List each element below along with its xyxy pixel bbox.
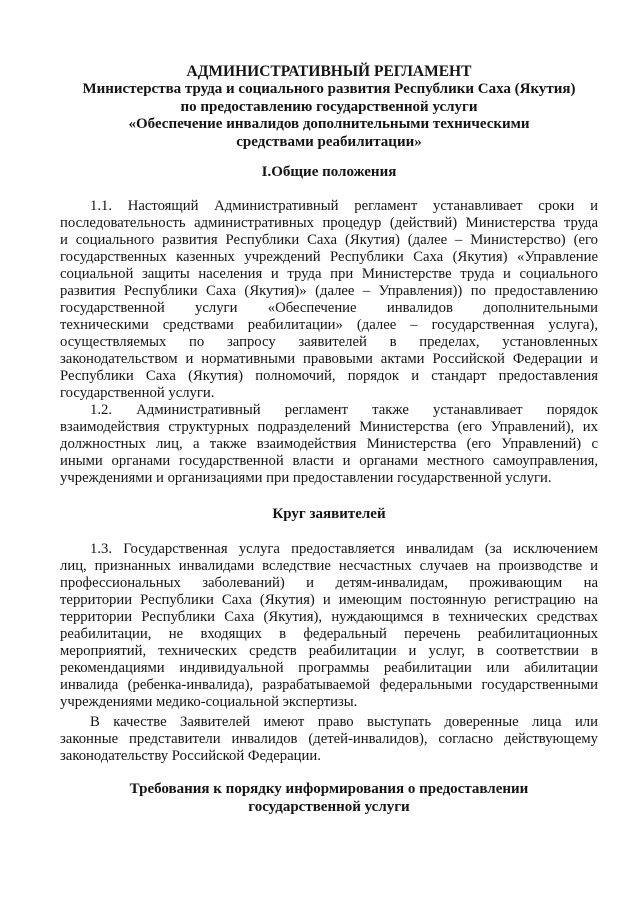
- paragraph-line: профессиональных заболеваний) и детям-инвалидам, проживающим на: [60, 574, 598, 591]
- section-heading-informing: [60, 780, 598, 816]
- paragraph-1-2: [60, 402, 598, 487]
- paragraph-line: 1.3. Государственная услуга предоставляется инвалидам (за исключением: [90, 540, 598, 557]
- paragraph-1-3: [60, 541, 598, 711]
- paragraph-line: социальной защиты населения и труда при Министерстве труда и социального: [60, 265, 598, 282]
- paragraph-line: лиц, признанных инвалидами вследствие несчастных случаев на производстве и: [60, 557, 598, 574]
- section-heading-applicants: [60, 505, 598, 523]
- paragraph-line: техническими средствами реабилитации» (далее – государственная услуга),: [60, 316, 598, 333]
- paragraph-line: законные представители инвалидов (детей-инвалидов), согласно действующему: [60, 730, 598, 747]
- paragraph-1-1: [60, 198, 598, 402]
- paragraph-line: мероприятий, технических средств реабилитации и услуг, в соответствии в: [60, 642, 598, 659]
- paragraph-line: взаимодействия структурных подразделений Министерства (его Управлений), их: [60, 418, 598, 435]
- paragraph-line: 1.2. Административный регламент также устанавливает порядок: [90, 401, 598, 418]
- title-line: средствами реабилитации»: [236, 134, 422, 150]
- paragraph-line: территории Республики Саха (Якутия) и имеющим постоянную регистрацию на: [60, 591, 598, 608]
- heading-line: Требования к порядку информирования о предоставлении: [129, 781, 529, 797]
- section-heading-general: [60, 163, 598, 181]
- heading-line: I.Общие положения: [261, 164, 397, 180]
- paragraph-representatives: [60, 714, 598, 765]
- heading-line: Круг заявителей: [272, 506, 386, 522]
- paragraph-line: реабилитации, не входящих в федеральный перечень реабилитационных: [60, 625, 598, 642]
- title-line: АДМИНИСТРАТИВНЫЙ РЕГЛАМЕНТ: [186, 63, 472, 80]
- paragraph-line: государственной услуги.: [60, 384, 215, 401]
- paragraph-line: иными органами государственной власти и органами местного самоуправления,: [60, 452, 598, 469]
- paragraph-line: инвалида (ребенка-инвалида), разрабатываемой федеральными государственными: [60, 676, 598, 693]
- paragraph-line: развития Республики Саха (Якутия)» (далее – Управления)) по предоставлению: [60, 282, 598, 299]
- paragraph-line: государственных казенных учреждений Республики Саха (Якутия) «Управление: [60, 248, 598, 265]
- paragraph-line: законодательству Российской Федерации.: [60, 747, 321, 764]
- paragraph-line: законодательством и нормативными правовыми актами Российской Федерации и: [60, 350, 598, 367]
- title-line: Министерства труда и социального развития Республики Саха (Якутия): [82, 80, 576, 97]
- paragraph-line: Республики Саха (Якутия) полномочий, порядок и стандарт предоставления: [60, 367, 598, 384]
- paragraph-line: 1.1. Настоящий Административный регламент устанавливает сроки и: [90, 197, 598, 214]
- paragraph-line: территории Республики Саха (Якутия), нуждающимся в технических средствах: [60, 608, 598, 625]
- paragraph-line: последовательность административных процедур (действий) Министерства труда: [60, 214, 598, 231]
- title-line: по предоставлению государственной услуги: [180, 98, 478, 115]
- paragraph-line: и социального развития Республики Саха (Якутия) (далее – Министерство) (его: [60, 231, 598, 248]
- heading-line: государственной услуги: [248, 799, 410, 815]
- title-line: «Обеспечение инвалидов дополнительными техническими: [128, 116, 530, 133]
- paragraph-line: В качестве Заявителей имеют право выступать доверенные лица или: [90, 713, 598, 730]
- document-title: [60, 63, 598, 152]
- paragraph-line: учреждениями медико-социальной экспертизы.: [60, 693, 358, 710]
- paragraph-line: рекомендациями индивидуальной программы реабилитации или абилитации: [60, 659, 598, 676]
- paragraph-line: учреждениями и организациями при предоставлении государственной услуги.: [60, 469, 552, 486]
- paragraph-line: государственной услуги «Обеспечение инвалидов дополнительными: [60, 299, 598, 316]
- paragraph-line: осуществляемых по запросу заявителей в пределах, установленных: [60, 333, 598, 350]
- paragraph-line: должностных лиц, а также взаимодействия Министерства (его Управлений) с: [60, 435, 598, 452]
